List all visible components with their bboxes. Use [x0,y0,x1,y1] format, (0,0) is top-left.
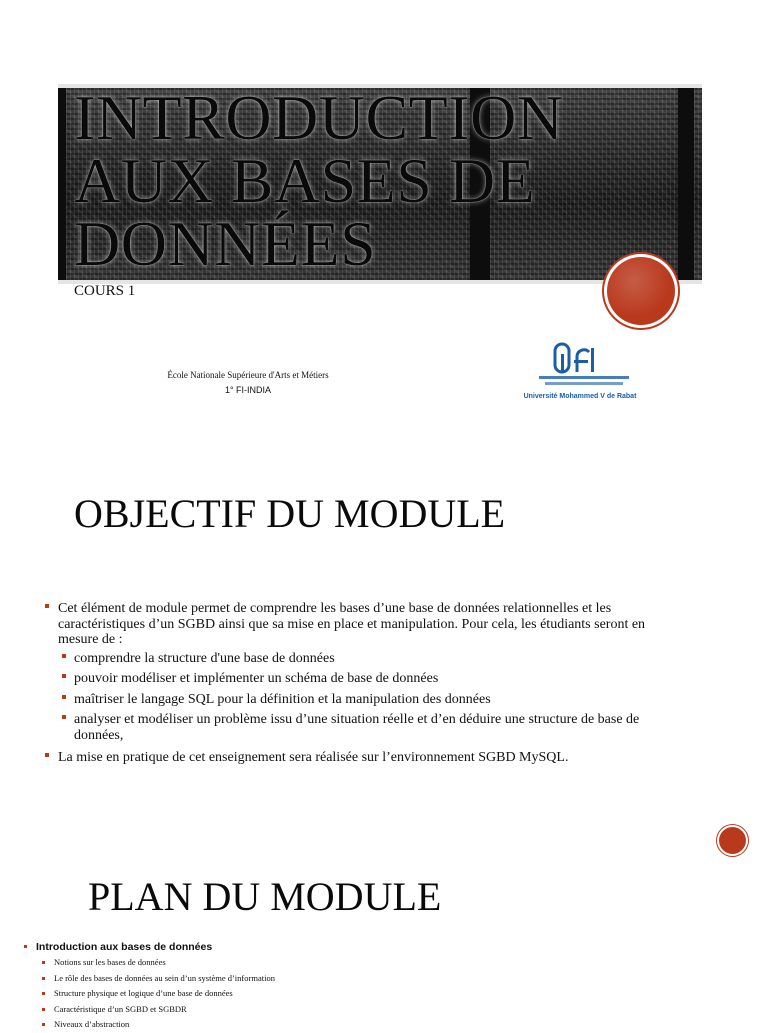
square-bullet-icon [42,977,45,980]
list-item [36,1002,275,1018]
banner-stripe [58,88,66,280]
list-item [58,651,664,667]
list-item [36,971,275,987]
objective-text: analyser et modéliser un problème issu d’une situation réelle et d’en déduire une structure de base de données, [74,712,640,743]
section-title-plan: PLAN DU MODULE [88,874,442,919]
square-bullet-icon [24,945,27,948]
banner-stripe [678,88,694,280]
objectives-sublist [58,651,664,744]
objective-text: maîtriser le langage SQL pour la définition et la manipulation des données [74,691,491,707]
square-bullet-icon [45,604,49,608]
topic-text: Caractéristique d’un SGBD et SGBDR [54,1003,187,1014]
objective-text: pouvoir modéliser et implémenter un schéma de base de données [74,671,439,686]
list-item [58,692,664,708]
list-item [44,601,664,743]
practice-text: La mise en pratique de cet enseignement sera réalisée sur l’environnement SGBD MySQL. [58,750,569,765]
slide-subtitle: COURS 1 [74,283,136,299]
square-bullet-icon [42,1023,45,1026]
class-label: 1° FI-INDIA [224,385,272,395]
topic-text: Niveaux d’abstraction [54,1019,130,1029]
list-item [36,1017,275,1033]
plan-sublist [36,955,275,1033]
objective-text: comprendre la structure d'une base de données [74,650,335,666]
logo-caption: Université Mohammed V de Rabat [523,393,637,400]
square-bullet-icon [42,1008,45,1011]
list-item [36,986,275,1002]
square-bullet-icon [45,753,49,757]
square-bullet-icon [62,654,66,658]
list-item [22,941,275,1033]
objectives-list [44,601,664,766]
square-bullet-icon [42,961,45,964]
plan-list [22,941,275,1033]
school-name: École Nationale Supérieure d'Arts et Métiers [167,370,329,380]
chapter-title: Introduction aux bases de données [36,941,213,953]
circle-decoration-icon [719,827,746,854]
list-item [44,750,664,766]
square-bullet-icon [62,715,66,719]
square-bullet-icon [42,992,45,995]
square-bullet-icon [62,674,66,678]
list-item [36,955,275,971]
topic-text: Structure physique et logique d’une base de données [54,988,233,998]
section-title-objectif: OBJECTIF DU MODULE [74,491,506,536]
list-item [58,712,664,743]
circle-decoration-icon [607,257,675,325]
square-bullet-icon [62,695,66,699]
topic-text: Notions sur les bases de données [54,957,166,967]
slide-title: INTRODUCTION AUX BASES DE DONNÉES [74,82,564,279]
intro-text: Cet élément de module permet de comprendre les bases d’une base de données relationnelles et les caractéristiques d’un SGBD ainsi que sa mise en place et manipulation. Pour cela, les étudiants seront en mesure de : [58,601,646,647]
topic-text: Le rôle des bases de données au sein d’un système d’information [54,972,275,983]
list-item [58,671,664,687]
